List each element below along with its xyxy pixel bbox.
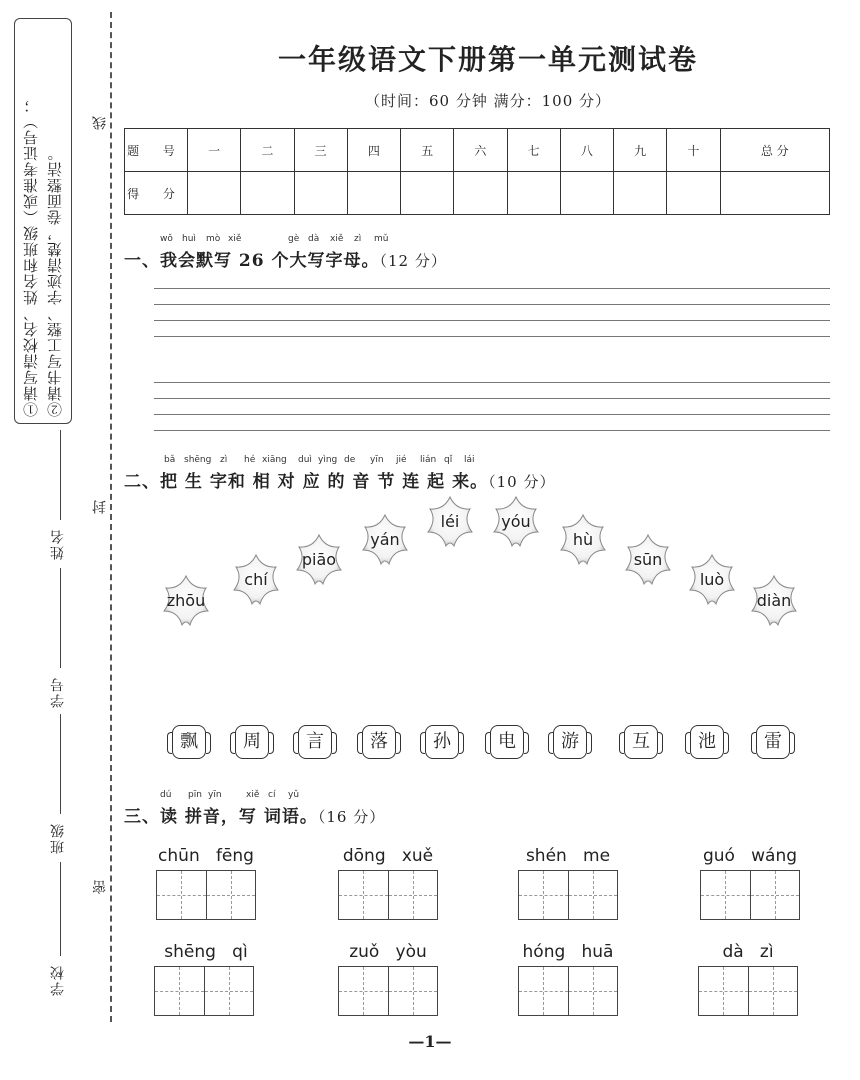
- pinyin: de: [344, 455, 356, 465]
- field-class-label: 班级: [50, 822, 66, 854]
- column-header: 七: [507, 129, 560, 172]
- character-box[interactable]: 周: [235, 725, 269, 759]
- table-row: [125, 129, 830, 172]
- section2-title: 二、把 生 字和 相 对 应 的 音 节 连 起 来。: [124, 472, 489, 492]
- character-box[interactable]: 互: [624, 725, 658, 759]
- score-cell[interactable]: [347, 172, 400, 215]
- class-line[interactable]: [60, 714, 61, 814]
- character-box[interactable]: 电: [490, 725, 524, 759]
- syllable-text: sūn: [633, 550, 663, 569]
- field-school-label: 学校: [50, 964, 66, 996]
- character-box[interactable]: 落: [362, 725, 396, 759]
- pinyin: gè: [288, 234, 300, 244]
- word-pinyin: guó wáng: [702, 846, 798, 866]
- pinyin: duì: [298, 455, 312, 465]
- syllable-text: zhōu: [166, 591, 206, 610]
- exam-time-score: （时间：60 分钟 满分：100 分）: [364, 92, 612, 110]
- pinyin: mǔ: [374, 234, 389, 244]
- word-grid[interactable]: [700, 870, 800, 920]
- score-cell[interactable]: [720, 172, 830, 215]
- syllable-star[interactable]: [289, 530, 349, 590]
- pinyin: qǐ: [444, 455, 453, 465]
- writing-line[interactable]: [154, 288, 830, 289]
- writing-line[interactable]: [154, 398, 830, 399]
- syllable-star[interactable]: [618, 530, 678, 590]
- column-header: 八: [560, 129, 613, 172]
- pinyin: yǔ: [288, 790, 300, 800]
- character-box[interactable]: 游: [553, 725, 587, 759]
- pinyin: zì: [354, 234, 362, 244]
- word-pinyin: dōng xuě: [342, 846, 434, 866]
- syllable-star[interactable]: [420, 492, 480, 552]
- section3-heading: [124, 802, 385, 827]
- syllable-star[interactable]: [553, 510, 613, 570]
- pinyin: huì: [182, 234, 196, 244]
- pinyin: yìng: [318, 455, 338, 465]
- pinyin: lái: [464, 455, 475, 465]
- syllable-text: yán: [370, 530, 400, 549]
- word-grid[interactable]: [518, 870, 618, 920]
- writing-line[interactable]: [154, 430, 830, 431]
- column-header: 十: [667, 129, 720, 172]
- pinyin: shēng: [184, 455, 212, 465]
- writing-line[interactable]: [154, 336, 830, 337]
- notice-line-2: ②请书写工整、字迹清楚，卷面整洁。: [46, 145, 64, 417]
- pinyin: dà: [308, 234, 320, 244]
- syllable-star[interactable]: [226, 550, 286, 610]
- syllable-text: hù: [572, 530, 594, 549]
- score-cell[interactable]: [560, 172, 613, 215]
- word-pinyin: shēng qì: [164, 942, 248, 962]
- pinyin: yīn: [208, 790, 222, 800]
- character-box[interactable]: 言: [298, 725, 332, 759]
- school-line[interactable]: [60, 862, 61, 956]
- exam-notice: [14, 18, 72, 424]
- pinyin: xiě: [246, 790, 260, 800]
- syllable-star[interactable]: [156, 571, 216, 631]
- word-grid[interactable]: [338, 966, 438, 1016]
- word-grid[interactable]: [338, 870, 438, 920]
- pinyin: yīn: [370, 455, 384, 465]
- section3-title: 三、读 拼音，写 词语。: [124, 807, 318, 827]
- syllable-text: chí: [244, 570, 268, 589]
- syllable-star[interactable]: [744, 571, 804, 631]
- row-label-number: 题 号: [125, 129, 188, 172]
- word-grid[interactable]: [156, 870, 256, 920]
- score-table: [124, 128, 830, 215]
- word-pinyin: hóng huā: [522, 942, 614, 962]
- pinyin: cí: [268, 790, 276, 800]
- pinyin: xiě: [330, 234, 344, 244]
- table-row: [125, 172, 830, 215]
- pinyin: lián: [420, 455, 437, 465]
- bind-word-feng: 封: [92, 500, 108, 514]
- field-id-label: 学号: [50, 676, 66, 708]
- name-line[interactable]: [60, 430, 61, 520]
- bind-word-xian: 线: [92, 116, 108, 130]
- pinyin: bǎ: [164, 455, 176, 465]
- section1-heading: [124, 246, 447, 271]
- word-grid[interactable]: [518, 966, 618, 1016]
- writing-line[interactable]: [154, 382, 830, 383]
- pinyin: dú: [160, 790, 172, 800]
- page-number: —1—: [408, 1032, 452, 1051]
- column-header: 六: [454, 129, 507, 172]
- section2-score: （10 分）: [488, 473, 556, 491]
- score-cell[interactable]: [454, 172, 507, 215]
- syllable-star[interactable]: [486, 492, 546, 552]
- score-cell[interactable]: [401, 172, 454, 215]
- word-pinyin: chūn fēng: [158, 846, 254, 866]
- pinyin: xiāng: [262, 455, 287, 465]
- column-header: 二: [241, 129, 294, 172]
- column-header: 四: [347, 129, 400, 172]
- column-header: 九: [614, 129, 667, 172]
- score-cell[interactable]: [507, 172, 560, 215]
- pinyin: pīn: [188, 790, 202, 800]
- student-id-line[interactable]: [60, 568, 61, 668]
- syllable-text: yóu: [501, 512, 531, 531]
- word-pinyin: dà zì: [722, 942, 774, 962]
- score-cell[interactable]: [614, 172, 667, 215]
- column-header: 一: [188, 129, 241, 172]
- syllable-star[interactable]: [355, 510, 415, 570]
- section1-title: 一、我会默写 26 个大写字母。: [124, 251, 380, 271]
- pinyin: wǒ: [160, 234, 173, 244]
- syllable-text: diàn: [756, 591, 792, 610]
- field-name-label: 姓名: [50, 528, 66, 560]
- word-pinyin: shén me: [525, 846, 611, 866]
- section2-heading: [124, 467, 555, 492]
- writing-line[interactable]: [154, 414, 830, 415]
- page-title: 一年级语文下册第一单元测试卷: [277, 43, 698, 76]
- syllable-text: luò: [699, 570, 725, 589]
- column-header: 总 分: [720, 129, 830, 172]
- pinyin: zì: [220, 455, 228, 465]
- row-label-score: 得 分: [125, 172, 188, 215]
- pinyin: hé: [244, 455, 256, 465]
- score-cell[interactable]: [241, 172, 294, 215]
- binding-dashed-line: [110, 12, 112, 1022]
- word-grid[interactable]: [698, 966, 798, 1016]
- pinyin: jié: [396, 455, 407, 465]
- section3-score: （16 分）: [317, 808, 386, 826]
- pinyin: mò: [206, 234, 221, 244]
- character-box[interactable]: 雷: [756, 725, 790, 759]
- character-box[interactable]: 孙: [425, 725, 459, 759]
- writing-line[interactable]: [154, 304, 830, 305]
- syllable-star[interactable]: [682, 550, 742, 610]
- syllable-text: piāo: [301, 550, 337, 569]
- score-cell[interactable]: [667, 172, 720, 215]
- word-pinyin: zuǒ yòu: [349, 942, 427, 962]
- score-cell[interactable]: [188, 172, 241, 215]
- word-grid[interactable]: [154, 966, 254, 1016]
- syllable-text: léi: [440, 512, 460, 531]
- score-cell[interactable]: [294, 172, 347, 215]
- column-header: 五: [401, 129, 454, 172]
- pinyin: xiě: [228, 234, 242, 244]
- section1-score: （12 分）: [379, 252, 447, 270]
- bind-word-mi: 密: [92, 880, 108, 894]
- notice-line-1: ①请写清校名、姓名和班级（或准考证号）；: [22, 97, 40, 417]
- column-header: 三: [294, 129, 347, 172]
- character-box[interactable]: 池: [690, 725, 724, 759]
- character-box[interactable]: 飘: [172, 725, 206, 759]
- writing-line[interactable]: [154, 320, 830, 321]
